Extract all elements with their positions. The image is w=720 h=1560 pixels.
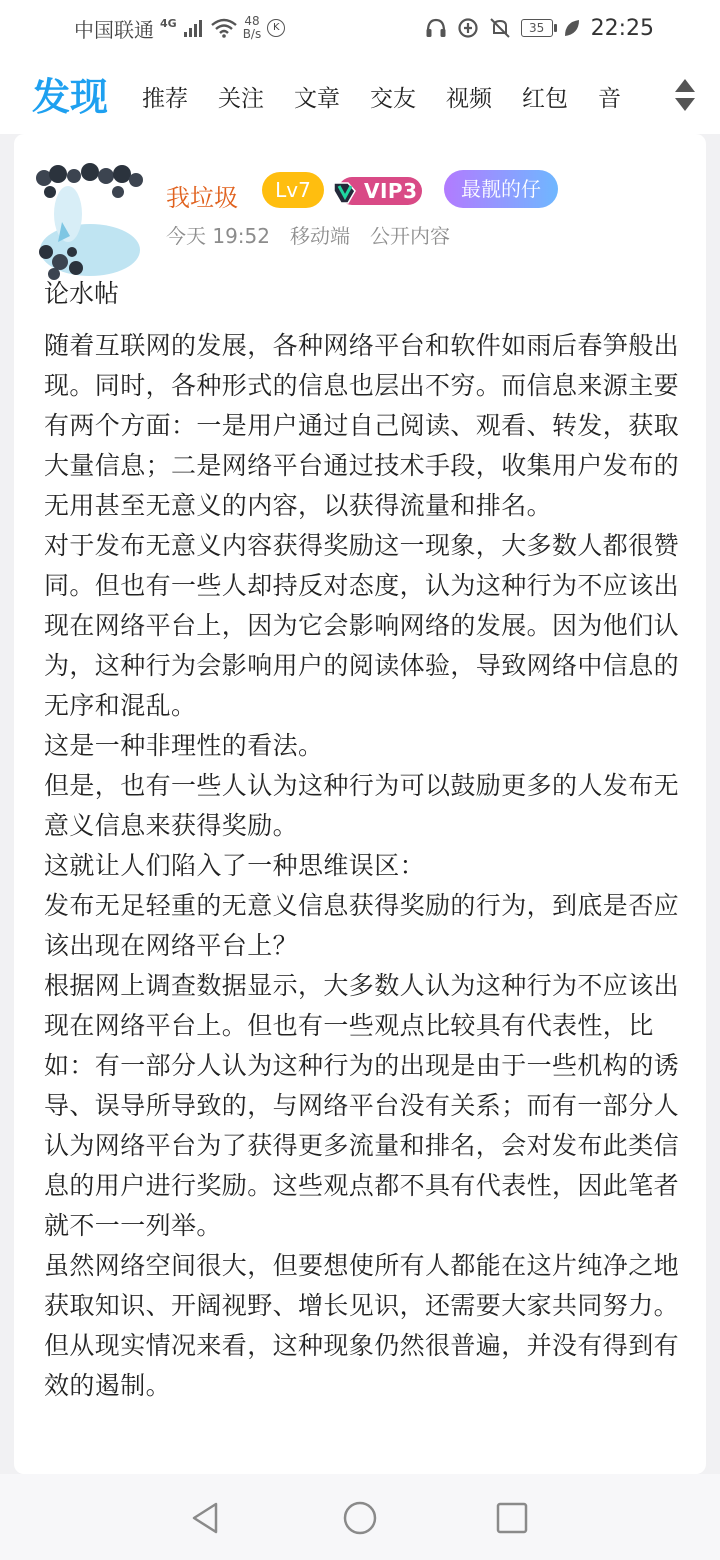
username[interactable]: 我垃圾	[166, 184, 238, 212]
status-bar	[0, 0, 720, 56]
post-paragraph: 这就让人们陷入了一种思维误区：	[44, 851, 426, 880]
post-paragraph: 根据网上调查数据显示，大多数人认为这种行为不应该出现在网络平台上。但也有一些观点比较具有代表性，比如：有一部分人认为这种行为的出现是由于一些机构的诱导、误导所导致的，与网络平台没有关系；而有一部分人认为网络平台为了获得更多流量和排名，会对发布此类信息的用户进行奖励。这些观点都不具有代表性，因此笔者就不一一列举。	[44, 971, 680, 1240]
post-paragraph: 虽然网络空间很大，但要想使所有人都能在这片纯净之地获取知识、开阔视野、增长见识，还需要大家共同努力。但从现实情况来看，这种现象仍然很普遍，并没有得到有效的遏制。	[44, 1251, 680, 1400]
level-badge: Lv7	[262, 172, 324, 208]
tab-red-packets[interactable]: 红包	[522, 86, 568, 112]
tab-expand-icon[interactable]	[674, 78, 696, 112]
post-paragraph: 随着互联网的发展，各种网络平台和软件如雨后春笋般出现。同时，各种形式的信息也层出不穷。而信息来源主要有两个方面：一是用户通过自己阅读、观看、转发，获取大量信息；二是网络平台通过技术手段，收集用户发布的无用甚至无意义的内容，以获得流量和排名。	[44, 331, 680, 520]
leaf-icon	[563, 18, 581, 38]
navigation-bar	[0, 1474, 720, 1560]
k-icon: K	[267, 19, 285, 37]
back-icon[interactable]	[188, 1500, 224, 1536]
post-paragraph: 但是，也有一些人认为这种行为可以鼓励更多的人发布无意义信息来获得奖励。	[44, 771, 680, 840]
clock: 22:25	[590, 15, 654, 41]
post-paragraph: 这是一种非理性的看法。	[44, 731, 324, 760]
post-visibility: 公开内容	[370, 224, 450, 248]
battery-icon: 35	[521, 19, 553, 37]
speed-unit: B/s	[242, 27, 262, 41]
data-saver-icon	[457, 17, 479, 39]
recents-icon[interactable]	[494, 1500, 530, 1536]
vip-label: VIP3	[364, 179, 418, 203]
mute-icon	[489, 17, 511, 39]
tab-articles[interactable]: 文章	[294, 86, 340, 112]
post-paragraph: 发布无足轻重的无意义信息获得奖励的行为，到底是否应该出现在网络平台上？	[44, 891, 680, 960]
carrier-name: 中国联通	[74, 17, 154, 42]
tab-recommend[interactable]: 推荐	[142, 86, 188, 112]
tab-videos[interactable]: 视频	[446, 86, 492, 112]
tab-bar	[0, 56, 720, 134]
avatar[interactable]	[32, 162, 144, 280]
post-time: 今天 19:52	[166, 224, 270, 248]
speed-value: 48	[244, 14, 260, 28]
post-meta	[166, 220, 450, 249]
post-title: 论水帖	[44, 279, 120, 308]
signal-icon	[183, 18, 205, 38]
post-device: 移动端	[290, 224, 350, 248]
headphones-icon	[425, 18, 447, 38]
status-right	[425, 14, 654, 42]
post-body	[44, 326, 684, 1406]
network-type: 4G	[160, 16, 177, 30]
tab-friends[interactable]: 交友	[370, 86, 416, 112]
wifi-icon	[211, 18, 237, 38]
home-icon[interactable]	[342, 1500, 378, 1536]
title-badge: 最靓的仔	[444, 170, 558, 208]
tab-discover[interactable]: 发现	[32, 75, 109, 119]
network-speed	[243, 15, 262, 41]
post-card	[14, 134, 706, 1474]
tab-following[interactable]: 关注	[218, 86, 264, 112]
post-paragraph: 对于发布无意义内容获得奖励这一现象，大多数人都很赞同。但也有一些人却持反对态度，认为这种行为不应该出现在网络平台上，因为它会影响网络的发展。因为他们认为，这种行为会影响用户的阅读体验，导致网络中信息的无序和混乱。	[44, 531, 680, 720]
tab-list	[142, 80, 654, 113]
status-left	[74, 14, 285, 42]
tab-music[interactable]: 音	[598, 86, 621, 112]
